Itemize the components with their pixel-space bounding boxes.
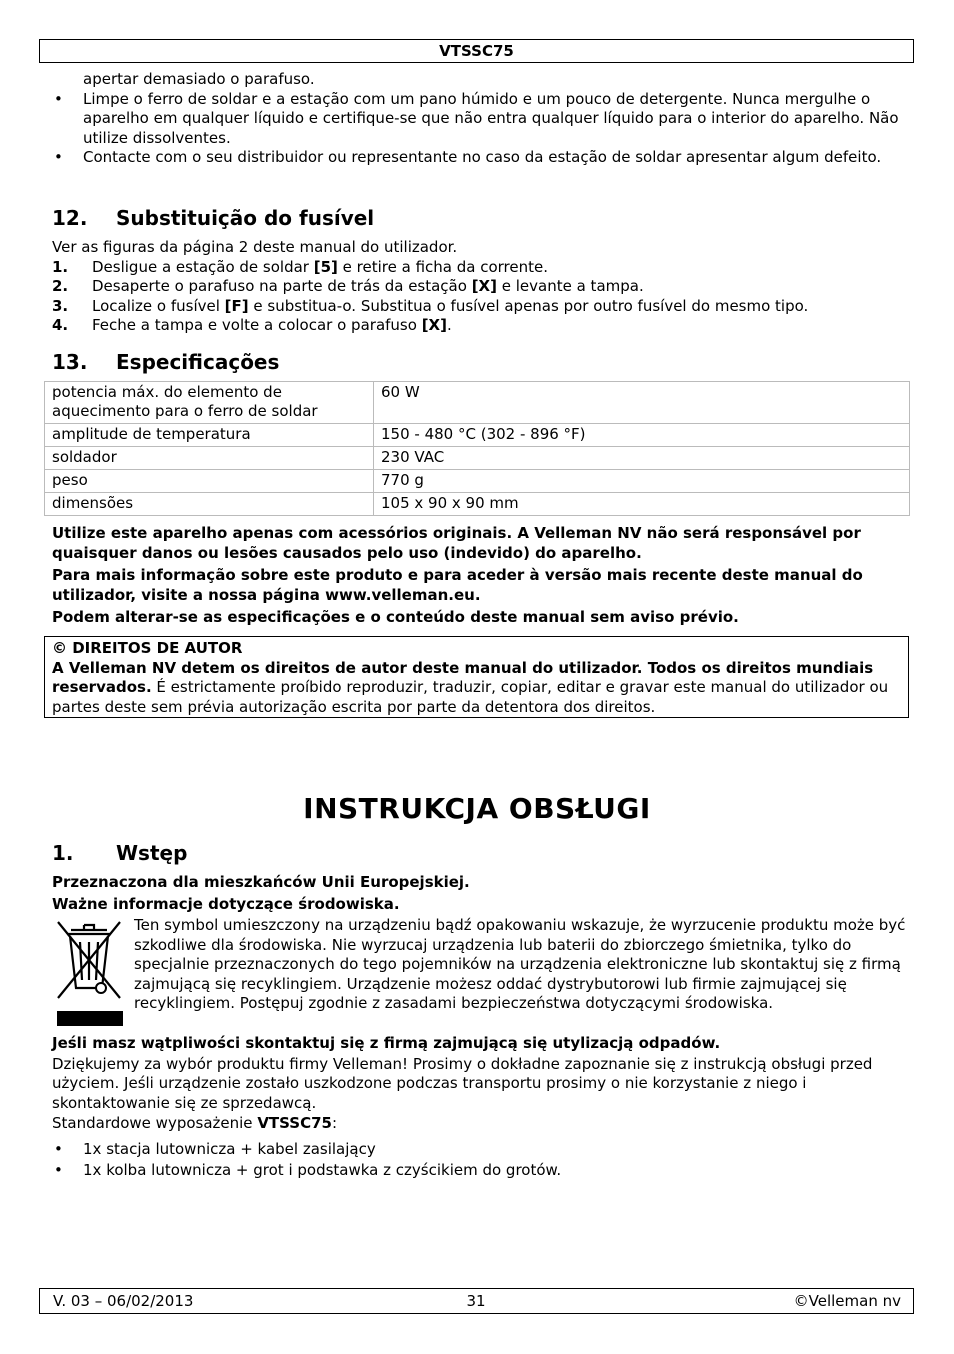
section-12 <box>52 206 912 336</box>
note-paragraph: Utilize este aparelho apenas com acessórios originais. A Velleman NV não será responsável por quaisquer danos ou lesões causados pelo uso (indevido) do aparelho. <box>52 524 861 562</box>
weee-bin-icon <box>54 918 124 1028</box>
table-row: peso 770 g <box>45 470 910 493</box>
pl-section-1 <box>52 841 912 914</box>
step-item: 1. Desligue a estação de soldar [5] e retire a ficha da corrente. <box>52 257 549 276</box>
table-row: dimensões 105 x 90 x 90 mm <box>45 493 910 516</box>
section-title: Substituição do fusível <box>116 206 375 230</box>
notes <box>52 524 912 631</box>
section-12-intro: Ver as figuras da página 2 deste manual do utilizador. <box>52 238 458 256</box>
env-text: Ten symbol umieszczony na urządzeniu bądź opakowaniu wskazuje, że wyrzucenie produktu może być szkodliwe dla środowiska. Nie wyrzucaj urządzenia lub baterii do zbiorczego śmietnika, tylko do specjalnie przeznaczonych do tego pojemników na urządzenia elektroniczne lub skontaktuj się z firmą zajmującą się recyklingiem. Urządzenie możesz oddać dystrybutorowi lub firmie zajmującej się recyklingiem. Postępuj zgodnie z zasadami bezpieczeństwa dotyczącymi środowiska. <box>134 916 906 1012</box>
list-item: • Limpe o ferro de soldar e a estação com um pano húmido e um pouco de detergente. Nunca mergulhe o aparelho em qualquer líquido e certifique-se que não entra qualquer líquido para o interior do aparelho. Não utilize dissolventes. <box>52 90 912 149</box>
equipment-list <box>52 1140 912 1181</box>
spec-table <box>44 381 910 516</box>
header-model: VTSSC75 <box>439 42 514 60</box>
maintenance-list <box>52 90 912 168</box>
copyright-text: A Velleman NV detem os direitos de autor deste manual do utilizador. Todos os direitos mundiais reservados. É estrictamente proíbido reproduzir, traduzir, copiar, editar e gravar este manual do utilizador ou partes deste sem prévia autorização escrita por parte da detentora dos direitos. <box>52 658 889 716</box>
footer-version: V. 03 – 06/02/2013 <box>53 1292 194 1310</box>
table-row: soldador 230 VAC <box>45 447 910 470</box>
copyright-title: © DIREITOS DE AUTOR <box>52 639 243 657</box>
list-item: • 1x kolba lutownicza + grot i podstawka z czyścikiem do grotów. <box>52 1161 912 1181</box>
table-row: potencia máx. do elemento de aquecimento para o ferro de soldar 60 W <box>45 382 910 424</box>
env-title: Ważne informacje dotyczące środowiska. <box>52 894 400 913</box>
thanks-paragraph: Dziękujemy za wybór produktu firmy Velleman! Prosimy o dokładne zapoznanie się z instrukcją obsługi przed użyciem. Jeśli urządzenie zostało uszkodzone podczas transportu prosimy o nie korzystanie z niego i skontaktowanie się ze sprzedawcą. <box>52 1054 873 1112</box>
section-12-heading <box>52 206 912 230</box>
copyright-box <box>44 636 909 718</box>
section-1-heading <box>52 841 912 865</box>
page-title: INSTRUKCJA OBSŁUGI <box>303 792 651 825</box>
note-paragraph: Podem alterar-se as especificações e o conteúdo deste manual sem aviso prévio. <box>52 608 739 626</box>
continued-text: apertar demasiado o parafuso. <box>83 70 315 88</box>
page-header <box>39 39 914 63</box>
list-item: • Contacte com o seu distribuidor ou representante no caso da estação de soldar apresentar algum defeito. <box>52 148 912 168</box>
footer-brand: ©Velleman nv <box>793 1292 901 1310</box>
table-row: amplitude de temperatura 150 - 480 °C (302 - 896 °F) <box>45 424 910 447</box>
fuse-steps <box>52 258 912 336</box>
pt-continuation <box>52 70 912 168</box>
note-paragraph: Para mais informação sobre este produto e para aceder à versão mais recente deste manual do utilizador, visite a nossa página www.velleman.eu. <box>52 566 863 604</box>
standard-equipment-line: Standardowe wyposażenie VTSSC75: <box>52 1114 338 1132</box>
section-title: Especificações <box>116 350 280 374</box>
section-13 <box>52 350 912 374</box>
step-item: 2. Desaperte o parafuso na parte de trás da estação [X] e levante a tampa. <box>52 277 644 295</box>
page-footer <box>39 1288 914 1314</box>
list-item: • 1x stacja lutownicza + kabel zasilający <box>52 1140 912 1160</box>
section-number: 12. <box>52 206 88 230</box>
step-item: 4. Feche a tampa e volte a colocar o parafuso [X]. <box>52 316 452 334</box>
section-13-heading <box>52 350 912 374</box>
section-number: 13. <box>52 350 88 374</box>
step-item: 3. Localize o fusível [F] e substitua-o. Substitua o fusível apenas por outro fusível do mesmo tipo. <box>52 296 809 315</box>
section-title: Wstęp <box>116 841 188 865</box>
doubt-line: Jeśli masz wątpliwości skontaktuj się z firmą zajmującą się utylizacją odpadów. <box>52 1034 721 1052</box>
eu-line: Przeznaczona dla mieszkańców Unii Europejskiej. <box>52 873 470 891</box>
section-number: 1. <box>52 841 74 865</box>
footer-page-number: 31 <box>466 1292 486 1310</box>
pl-body <box>52 1034 912 1181</box>
